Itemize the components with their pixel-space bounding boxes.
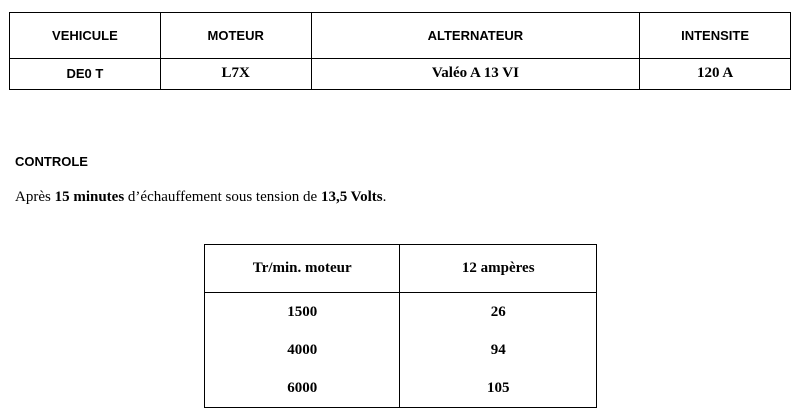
intro-duration: 15 minutes [54, 189, 125, 205]
intro-paragraph [15, 189, 386, 206]
value-alternateur: Valéo A 13 VI [311, 58, 640, 89]
spec-header-row [10, 13, 791, 59]
rpm-cell: 6000 [205, 369, 400, 408]
value-intensite: 120 A [640, 58, 791, 89]
table-row [205, 369, 597, 408]
current-cell: 26 [400, 293, 597, 332]
intro-suffix: . [382, 189, 387, 205]
intro-prefix: Après [15, 189, 55, 205]
value-vehicule: DE0 T [10, 58, 161, 89]
alternator-spec-table [9, 12, 791, 90]
value-moteur: L7X [160, 58, 311, 89]
section-title: CONTROLE [15, 154, 88, 169]
header-intensite: INTENSITE [640, 13, 791, 59]
spec-value-row [10, 58, 791, 89]
rpm-cell: 1500 [205, 293, 400, 332]
header-vehicule: VEHICULE [10, 13, 161, 59]
control-header-row [205, 245, 597, 293]
intro-voltage: 13,5 Volts [320, 189, 383, 205]
table-row [205, 293, 597, 332]
current-cell: 105 [400, 369, 597, 408]
control-table [204, 244, 597, 408]
table-row [205, 331, 597, 369]
rpm-cell: 4000 [205, 331, 400, 369]
header-moteur: MOTEUR [160, 13, 311, 59]
header-rpm: Tr/min. moteur [205, 245, 400, 293]
intro-middle: d’échauffement sous tension de [124, 189, 321, 205]
header-alternateur: ALTERNATEUR [311, 13, 640, 59]
current-cell: 94 [400, 331, 597, 369]
header-current: 12 ampères [400, 245, 597, 293]
